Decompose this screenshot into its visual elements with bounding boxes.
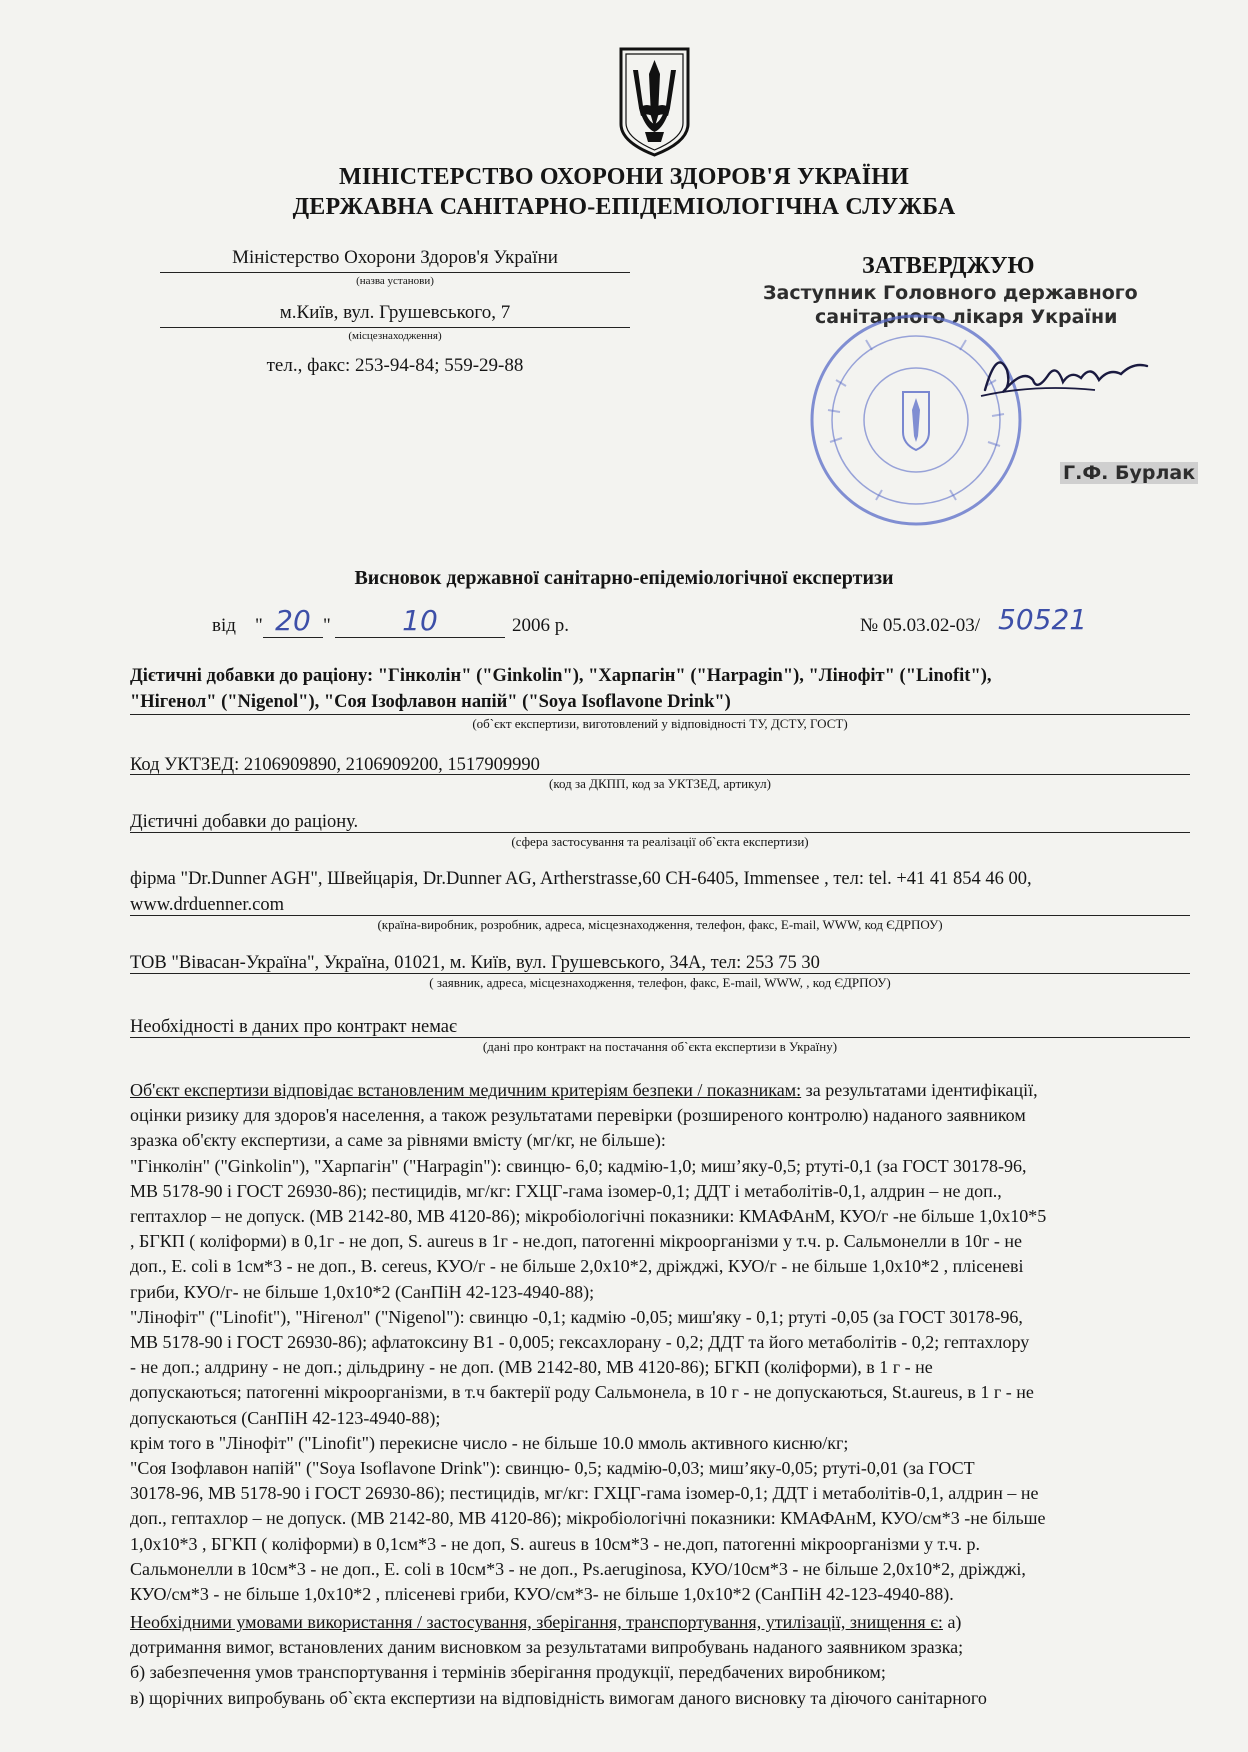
signatory-name: Г.Ф. Бурлак bbox=[1060, 462, 1198, 484]
safety-line: МВ 5178-90 і ГОСТ 26930-86); пестицидів, мг/кг: ГХЦГ-гама ізомер-0,1; ДДТ і метаболітів-0,1, алдрин – не доп., bbox=[130, 1180, 1002, 1201]
date-month: 10 bbox=[402, 604, 438, 637]
scope-caption: (сфера застосування та реалізації об`єкта експертизи) bbox=[511, 834, 809, 849]
approval-position-line2: санітарного лікаря України bbox=[815, 306, 1118, 328]
ministry-header bbox=[0, 162, 1248, 222]
manufacturer-line2: www.drduenner.com bbox=[130, 895, 284, 915]
date-day-field bbox=[263, 604, 323, 638]
coat-of-arms-emblem bbox=[617, 46, 692, 158]
safety-line: допускаються; патогенні мікроорганізми, в т.ч бактерії роду Сальмонела, в 10 г - не допускаються, St.aureus, в 1 г - не bbox=[130, 1382, 1034, 1403]
safety-line: допускаються (СанПіН 42-123-4940-88); bbox=[130, 1407, 441, 1428]
conditions-section bbox=[130, 1610, 1200, 1711]
conditions-heading: Необхідними умовами використання / застосування, зберігання, транспортування, утилізації, знищення є: bbox=[130, 1612, 943, 1632]
conclusion-number: 50521 bbox=[998, 603, 1088, 636]
safety-line: Сальмонелли в 10см*3 - не доп., E. coli в 10см*3 - не доп., Ps.aeruginosa, КУО/10см*3 - не більше 2,0х10*2, дріжджі, bbox=[130, 1558, 1026, 1579]
safety-line: 30178-96, МВ 5178-90 і ГОСТ 26930-86); пестицидів, мг/кг: ГХЦГ-гама ізомер-0,1; ДДТ і метаболітів-0,1, алдрин – не bbox=[130, 1483, 1039, 1504]
contract-caption: (дані про контракт на постачання об`єкта експертизи в Україну) bbox=[482, 1039, 838, 1054]
divider bbox=[130, 1037, 1190, 1038]
date-year: 2006 р. bbox=[512, 615, 569, 636]
conditions-line: Необхідними умовами використання / застосування, зберігання, транспортування, утилізації, знищення є: а) bbox=[130, 1612, 962, 1632]
divider bbox=[160, 272, 630, 273]
object-line2: "Нігенол" ("Nigenol"), "Соя Ізофлавон напій" ("Soya Isoflavone Drink") bbox=[130, 692, 731, 712]
object-caption: (об`єкт експертизи, виготовлений у відповідності ТУ, ДСТУ, ГОСТ) bbox=[472, 716, 848, 731]
conditions-line: б) забезпечення умов транспортування і термінів зберігання продукції, передбачених виробником; bbox=[130, 1662, 886, 1683]
divider bbox=[130, 774, 1190, 775]
conclusion-number-prefix: № 05.03.02-03/ bbox=[860, 615, 980, 636]
divider bbox=[130, 915, 1190, 916]
conditions-line: дотримання вимог, встановлених даним висновком за результатами випробувань наданого заявником зразка; bbox=[130, 1637, 964, 1658]
safety-line: "Гінколін" ("Ginkolin"), "Харпагін" ("Harpagin"): свинцю- 6,0; кадмію-1,0; миш’яку-0,5; ртуті-0,1 (за ГОСТ 30178-96, bbox=[130, 1155, 1027, 1176]
institution-name-caption: (назва установи) bbox=[356, 275, 434, 287]
object-line1: Дієтичні добавки до раціону: "Гінколін" ("Ginkolin"), "Харпагін" ("Harpagin"), "Лінофіт" ("Linofit"), bbox=[130, 666, 992, 686]
safety-section bbox=[130, 1078, 1200, 1607]
date-prefix: від bbox=[212, 615, 236, 636]
safety-line: зразка об'єкту експертизи, а саме за рівнями вмісту (мг/кг, не більше): bbox=[130, 1130, 666, 1151]
conditions-line: в) щорічних випробувань об`єкта експертизи на відповідність вимогам даного висновку та діючого санітарного bbox=[130, 1687, 987, 1708]
code-caption: (код за ДКПП, код за УКТЗЕД, артикул) bbox=[549, 776, 771, 791]
institution-address: м.Київ, вул. Грушевського, 7 bbox=[279, 302, 511, 323]
handwritten-signature bbox=[975, 340, 1155, 410]
safety-line: "Соя Ізофлавон напій" ("Soya Isoflavone Drink"): свинцю- 0,5; кадмію-0,03; миш’яку-0,05; ртуті-0,01 (за ГОСТ bbox=[130, 1458, 975, 1479]
safety-line: МВ 5178-90 і ГОСТ 26930-86); афлатоксину В1 - 0,005; гексахлорану - 0,2; ДДТ та його метаболітів - 0,2; гептахлору bbox=[130, 1332, 1030, 1353]
safety-line: гриби, КУО/г- не більше 1,0х10*2 (СанПіН 42-123-4940-88); bbox=[130, 1281, 595, 1302]
scope-line: Дієтичні добавки до раціону. bbox=[130, 812, 359, 832]
divider bbox=[160, 327, 630, 328]
safety-line: , БГКП ( коліформи) в 0,1г - не доп, S. aureus в 1г - не.доп, патогенні мікроорганізми у т.ч. р. Сальмонелли в 10г - не bbox=[130, 1231, 1023, 1252]
date-month-field bbox=[335, 604, 505, 638]
institution-name: Міністерство Охорони Здоров'я України bbox=[232, 247, 558, 268]
divider bbox=[130, 832, 1190, 833]
safety-heading: Об'єкт експертизи відповідає встановленим медичним критеріям безпеки / показникам: bbox=[130, 1080, 802, 1100]
manufacturer-caption: (країна-виробник, розробник, адреса, місцезнаходження, телефон, факс, E-mail, WWW, код ЄДРПОУ) bbox=[377, 917, 943, 932]
date-day: 20 bbox=[275, 604, 311, 637]
applicant-caption: ( заявник, адреса, місцезнаходження, телефон, факс, E-mail, WWW, , код ЄДРПОУ) bbox=[429, 975, 891, 990]
approval-title: ЗАТВЕРДЖУЮ bbox=[862, 253, 1035, 279]
service-title: ДЕРЖАВНА САНІТАРНО-ЕПІДЕМІОЛОГІЧНА СЛУЖБА bbox=[292, 194, 956, 220]
safety-line: КУО/см*3 - не більше 1,0х10*2 , плісеневі гриби, КУО/см*3- не більше 1,0х10*2 (СанПіН 42-123-4940-88). bbox=[130, 1584, 954, 1605]
ministry-title: МІНІСТЕРСТВО ОХОРОНИ ЗДОРОВ'Я УКРАЇНИ bbox=[338, 164, 909, 190]
divider bbox=[130, 973, 1190, 974]
conclusion-number-field bbox=[998, 603, 1087, 636]
manufacturer-line1: фірма "Dr.Dunner AGH", Швейцарія, Dr.Dunner AG, Artherstrasse,60 CH-6405, Immensee , тел: tel. +41 41 854 46 00, bbox=[130, 869, 1032, 889]
conclusion-title: Висновок державної санітарно-епідеміологічної експертизи bbox=[354, 567, 894, 589]
date-close-quote: " bbox=[323, 615, 331, 636]
institution-address-caption: (місцезнаходження) bbox=[348, 330, 442, 342]
divider bbox=[130, 714, 1190, 715]
contract-line: Необхідності в даних про контракт немає bbox=[130, 1017, 457, 1037]
safety-line: - не доп.; алдрину - не доп.; дільдрину - не доп. (МВ 2142-80, МВ 4120-86); БГКП (коліформи), в 1 г - не bbox=[130, 1357, 933, 1378]
date-open-quote: " bbox=[255, 615, 263, 636]
applicant-line: ТОВ "Вівасан-Україна", Україна, 01021, м. Київ, вул. Грушевського, 34А, тел: 253 75 30 bbox=[130, 953, 820, 973]
safety-line: Об'єкт експертизи відповідає встановленим медичним критеріям безпеки / показникам: за результатами ідентифікації, bbox=[130, 1080, 1038, 1100]
safety-line: доп., E. coli в 1см*3 - не доп., B. cereus, КУО/г - не більше 2,0х10*2, дріжджі, КУО/г - не більше 1,0х10*2 , плісеневі bbox=[130, 1256, 1024, 1277]
safety-line: доп., гептахлор – не допуск. (МВ 2142-80, МВ 4120-86); мікробіологічні показники: КМАФАнМ, КУО/см*3 -не більше bbox=[130, 1508, 1046, 1529]
approval-position-line1: Заступник Головного державного bbox=[763, 282, 1138, 304]
code-line: Код УКТЗЕД: 2106909890, 2106909200, 1517909990 bbox=[130, 755, 540, 775]
safety-line: "Лінофіт" ("Linofit"), "Нігенол" ("Nigenol"): свинцю -0,1; кадмію -0,05; миш'яку - 0,1; ртуті -0,05 (за ГОСТ 30178-96, bbox=[130, 1306, 1023, 1327]
safety-line: крім того в "Лінофіт" ("Linofit") перекисне число - не більше 10.0 ммоль активного кисню/кг; bbox=[130, 1432, 849, 1453]
safety-line: гептахлор – не допуск. (МВ 2142-80, МВ 4120-86); мікробіологічні показники: КМАФАнМ, КУО/г -не більше 1,0х10*5 bbox=[130, 1206, 1047, 1227]
safety-line: 1,0х10*3 , БГКП ( коліформи) в 0,1см*3 - не доп, S. aureus в 10см*3 - не.доп, патогенні мікроорганізми у т.ч. р. bbox=[130, 1533, 981, 1554]
institution-phone: тел., факс: 253-94-84; 559-29-88 bbox=[266, 355, 524, 376]
safety-line: оцінки ризику для здоров'я населення, а також результатами перевірки (розширеного контролю) наданого заявником bbox=[130, 1105, 1026, 1126]
